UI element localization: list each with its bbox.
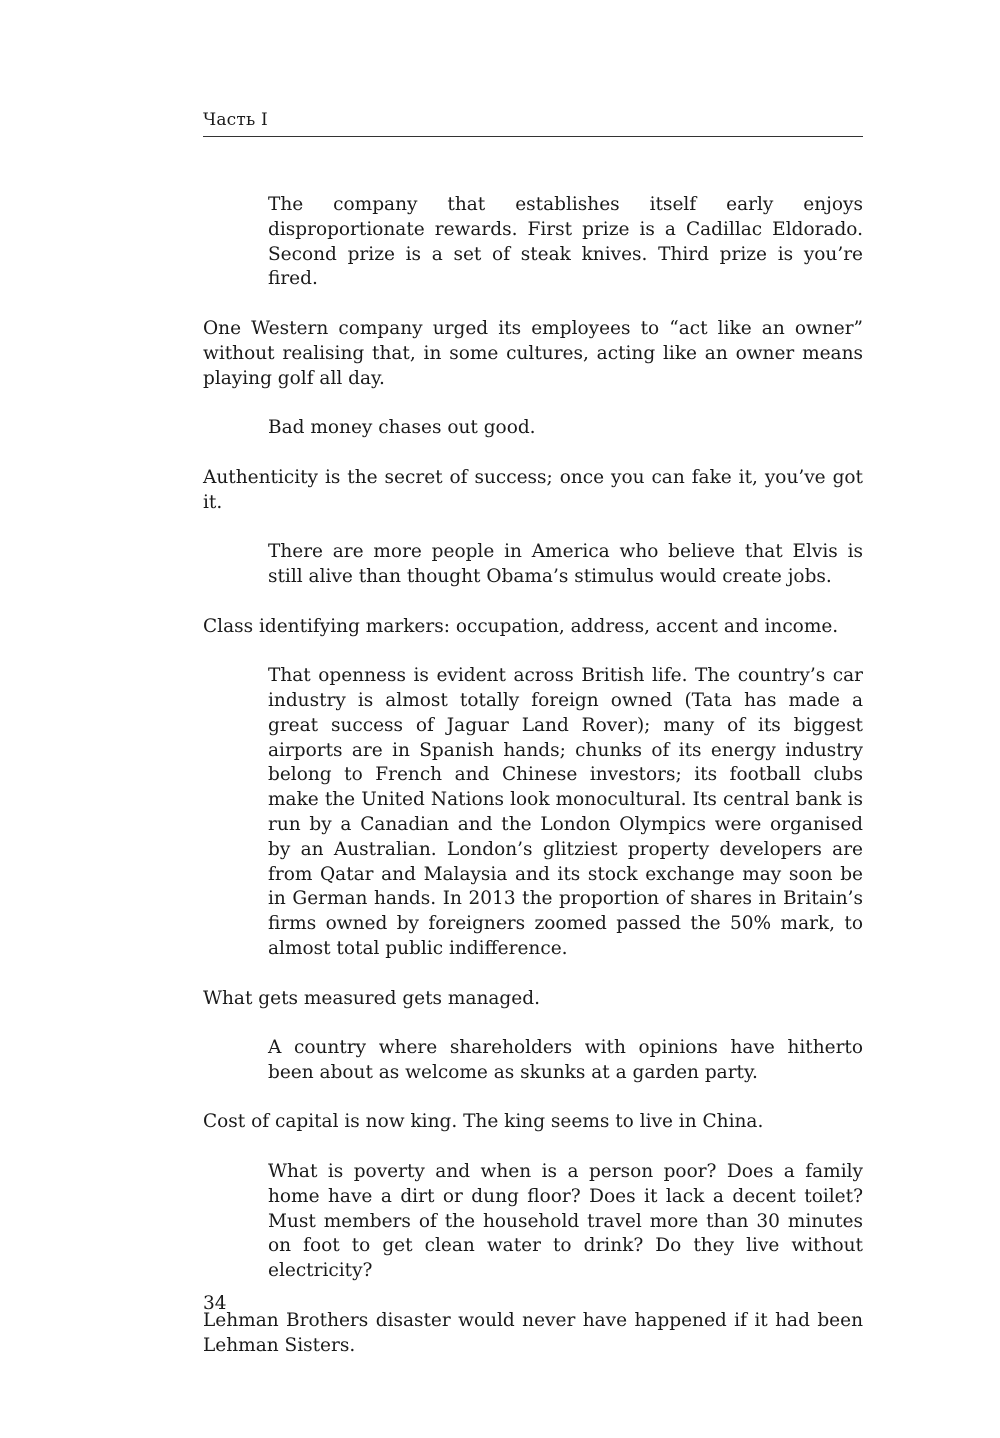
running-head: Часть I [203, 110, 268, 130]
paragraph-quote: A country where shareholders with opinions have hitherto been about as welcome as skunks at a garden party. [268, 1037, 863, 1083]
paragraph: What gets measured gets managed. [203, 987, 540, 1009]
paragraph: Class identifying markers: occupation, address, accent and income. [203, 615, 839, 637]
page-body [203, 193, 863, 1383]
paragraph-quote: There are more people in America who believe that Elvis is still alive than thought Obama’s stimulus would create jobs. [268, 541, 863, 587]
page-number: 34 [203, 1293, 227, 1314]
paragraph-quote: What is poverty and when is a person poor? Does a family home have a dirt or dung floor? Does it lack a decent toilet? Must members of the household travel more than 30 minutes on foot to get clean water to drink? Do they live without electricity? [268, 1161, 863, 1282]
paragraph-quote: Bad money chases out good. [268, 417, 536, 439]
paragraph: Authenticity is the secret of success; once you can fake it, you’ve got it. [203, 466, 863, 513]
paragraph-quote: That openness is evident across British life. The country’s car industry is almost totally foreign owned (Tata has made a great success of Jaguar Land Rover); many of its biggest airports are in Spanish hands; chunks of its energy industry belong to French and Chinese investors; its football clubs make the United Nations look monocultural. Its central bank is run by a Canadian and the London Olympics were organised by an Australian. London’s glitziest property developers are from Qatar and Malaysia and its stock exchange may soon be in German hands. In 2013 the proportion of shares in Britain’s firms owned by foreigners zoomed passed the 50% mark, to almost total public indifference. [268, 665, 863, 959]
paragraph: One Western company urged its employees to “act like an owner” without realising that, in some cultures, acting like an owner means playing golf all day. [203, 317, 863, 389]
header-rule [203, 136, 863, 137]
paragraph: Lehman Brothers disaster would never have happened if it had been Lehman Sisters. [203, 1309, 863, 1356]
paragraph: Cost of capital is now king. The king seems to live in China. [203, 1111, 764, 1133]
paragraph-quote: The company that establishes itself early enjoys disproportionate rewards. First prize is a Cadillac Eldorado. Second prize is a set of steak knives. Third prize is you’re fired. [268, 194, 863, 290]
